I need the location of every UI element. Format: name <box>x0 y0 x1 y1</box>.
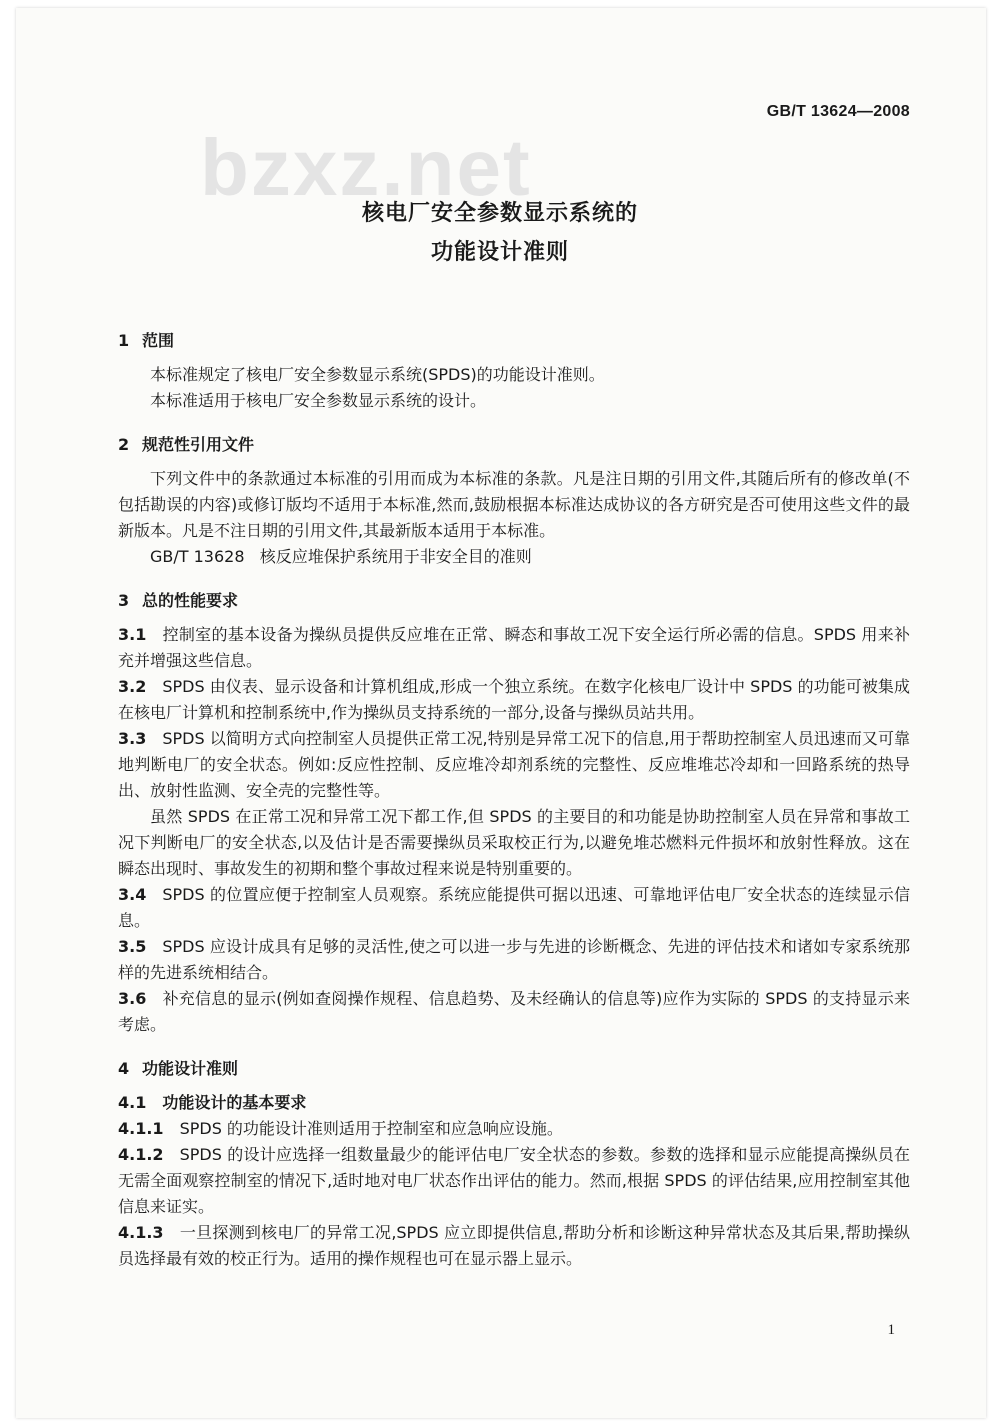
section-title: 功能设计准则 <box>142 1059 239 1078</box>
clause-text: 一旦探测到核电厂的异常工况,SPDS 应立即提供信息,帮助分析和诊断这种异常状态及其后果,帮助操纵员选择最有效的校正行为。适用的操作规程也可在显示器上显示。 <box>118 1223 910 1268</box>
clause-3-5 <box>118 934 910 986</box>
clause-text: SPDS 的功能设计准则适用于控制室和应急响应设施。 <box>179 1119 563 1138</box>
clause-number: 3.1 <box>118 625 147 644</box>
clause-text: 补充信息的显示(例如查阅操作规程、信息趋势、及未经确认的信息等)应作为实际的 SPDS 的支持显示来考虑。 <box>118 989 910 1034</box>
clause-text: 控制室的基本设备为操纵员提供反应堆在正常、瞬态和事故工况下安全运行所必需的信息。SPDS 用来补充并增强这些信息。 <box>118 625 910 670</box>
clause-number: 3.5 <box>118 937 147 956</box>
section-title: 规范性引用文件 <box>142 435 255 454</box>
section-1-heading <box>118 328 910 354</box>
clause-text: SPDS 由仪表、显示设备和计算机组成,形成一个独立系统。在数字化核电厂设计中 SPDS 的功能可被集成在核电厂计算机和控制系统中,作为操纵员支持系统的一部分,设备与操纵员站共用。 <box>118 677 910 722</box>
document-title-line2: 功能设计准则 <box>430 240 569 265</box>
clause-number: 3.4 <box>118 885 147 904</box>
clause-text: SPDS 的位置应便于控制室人员观察。系统应能提供可据以迅速、可靠地评估电厂安全状态的连续显示信息。 <box>118 885 910 930</box>
section-3-heading <box>118 588 910 614</box>
clause-3-4 <box>118 882 910 934</box>
clause-number: 3.2 <box>118 677 147 696</box>
clause-3-2 <box>118 674 910 726</box>
clause-3-3 <box>118 726 910 804</box>
normative-reference: GB/T 13628 核反应堆保护系统用于非安全目的准则 <box>150 547 532 566</box>
clause-number: 4.1.2 <box>118 1145 164 1164</box>
paragraph: 本标准规定了核电厂安全参数显示系统(SPDS)的功能设计准则。 <box>150 365 605 384</box>
paragraph: 虽然 SPDS 在正常工况和异常工况下都工作,但 SPDS 的主要目的和功能是协助控制室人员在异常和事故工况下判断电厂的安全状态,以及估计是否需要操纵员采取校正行为,以避免堆芯燃料元件损坏和放射性释放。这在瞬态出现时、事故发生的初期和整个事故过程来说是特别重要的。 <box>118 807 910 878</box>
subsection-title: 功能设计的基本要求 <box>162 1093 307 1112</box>
clause-text: SPDS 以简明方式向控制室人员提供正常工况,特别是异常工况下的信息,用于帮助控制室人员迅速而又可靠地判断电厂的安全状态。例如:反应性控制、反应堆冷却剂系统的完整性、反应堆堆芯冷却和一回路系统的热导出、放射性监测、安全壳的完整性等。 <box>118 729 910 800</box>
clause-3-1 <box>118 622 910 674</box>
section-number: 2 <box>118 435 130 454</box>
clause-text: SPDS 应设计成具有足够的灵活性,使之可以进一步与先进的诊断概念、先进的评估技术和诸如专家系统那样的先进系统相结合。 <box>118 937 910 982</box>
clause-number: 4.1.3 <box>118 1223 164 1242</box>
paragraph: 本标准适用于核电厂安全参数显示系统的设计。 <box>150 391 487 410</box>
clause-number: 3.6 <box>118 989 147 1008</box>
watermark: bzxz.net <box>200 123 532 212</box>
clause-text: SPDS 的设计应选择一组数量最少的能评估电厂安全状态的参数。参数的选择和显示应能提高操纵员在无需全面观察控制室的情况下,适时地对电厂状态作出评估的能力。然而,根据 SPDS 的评估结果,应用控制室其他信息来证实。 <box>118 1145 910 1216</box>
paragraph: 下列文件中的条款通过本标准的引用而成为本标准的条款。凡是注日期的引用文件,其随后所有的修改单(不包括勘误的内容)或修订版均不适用于本标准,然而,鼓励根据本标准达成协议的各方研究是否可使用这些文件的最新版本。凡是不注日期的引用文件,其最新版本适用于本标准。 <box>118 469 910 540</box>
clause-number: 3.3 <box>118 729 147 748</box>
section-number: 1 <box>118 331 130 350</box>
section-2-heading <box>118 432 910 458</box>
section-4-heading <box>118 1056 910 1082</box>
section-number: 3 <box>118 591 130 610</box>
clause-4-1-3 <box>118 1220 910 1272</box>
standard-number: GB/T 13624—2008 <box>766 103 910 120</box>
clause-3-6 <box>118 986 910 1038</box>
section-number: 4 <box>118 1059 130 1078</box>
subsection-4-1-heading <box>118 1090 910 1116</box>
document-body <box>118 318 910 1272</box>
clause-number: 4.1.1 <box>118 1119 164 1138</box>
clause-4-1-1 <box>118 1116 910 1142</box>
clause-4-1-2 <box>118 1142 910 1220</box>
document-title-line1: 核电厂安全参数显示系统的 <box>361 201 638 226</box>
page-number: 1 <box>887 1322 895 1338</box>
section-title: 范围 <box>142 331 175 350</box>
section-title: 总的性能要求 <box>142 591 239 610</box>
subsection-number: 4.1 <box>118 1093 147 1112</box>
